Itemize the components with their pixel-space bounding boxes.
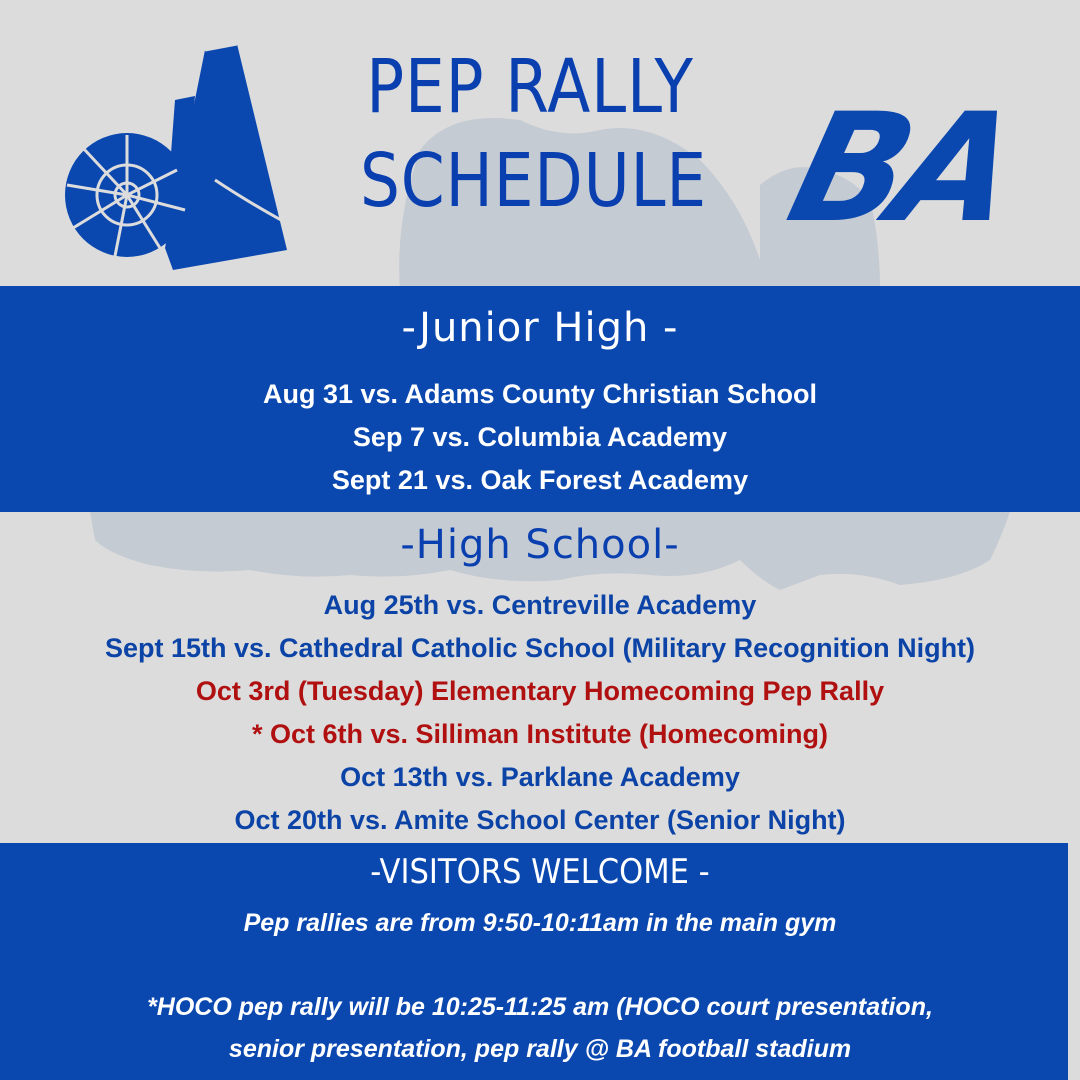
list-item: * Oct 6th vs. Silliman Institute (Homecoming)	[251, 719, 829, 749]
title-line-1: PEP RALLY	[366, 44, 694, 130]
megaphone-pompom-icon	[55, 30, 295, 270]
high-school-list	[0, 584, 1080, 842]
list-item: Sept 21 vs. Oak Forest Academy	[331, 465, 749, 495]
list-item: Aug 25th vs. Centreville Academy	[323, 590, 757, 620]
ba-logo	[774, 81, 1025, 256]
visitors-heading: -VISITORS WELCOME -	[370, 852, 710, 892]
visitors-info	[0, 902, 1080, 1070]
list-item: Sept 15th vs. Cathedral Catholic School (Military Recognition Night)	[104, 633, 976, 663]
list-item: Sep 7 vs. Columbia Academy	[352, 422, 728, 452]
high-school-heading: -High School-	[400, 522, 680, 568]
list-item: Oct 3rd (Tuesday) Elementary Homecoming Pep Rally	[195, 676, 885, 706]
title-line-2: SCHEDULE	[360, 138, 707, 224]
logo-text: BA	[774, 81, 1025, 256]
junior-high-list	[0, 373, 1080, 502]
list-item: Oct 20th vs. Amite School Center (Senior Night)	[234, 805, 846, 835]
junior-high-heading: -Junior High -	[401, 305, 679, 351]
visitors-line-1: Pep rallies are from 9:50-10:11am in the main gym	[243, 909, 837, 937]
visitors-line-2: *HOCO pep rally will be 10:25-11:25 am (HOCO court presentation,	[147, 993, 933, 1021]
list-item: Oct 13th vs. Parklane Academy	[340, 762, 740, 792]
list-item: Aug 31 vs. Adams County Christian School	[262, 379, 818, 409]
visitors-line-3: senior presentation, pep rally @ BA football stadium	[228, 1035, 852, 1063]
page-title	[360, 40, 707, 228]
